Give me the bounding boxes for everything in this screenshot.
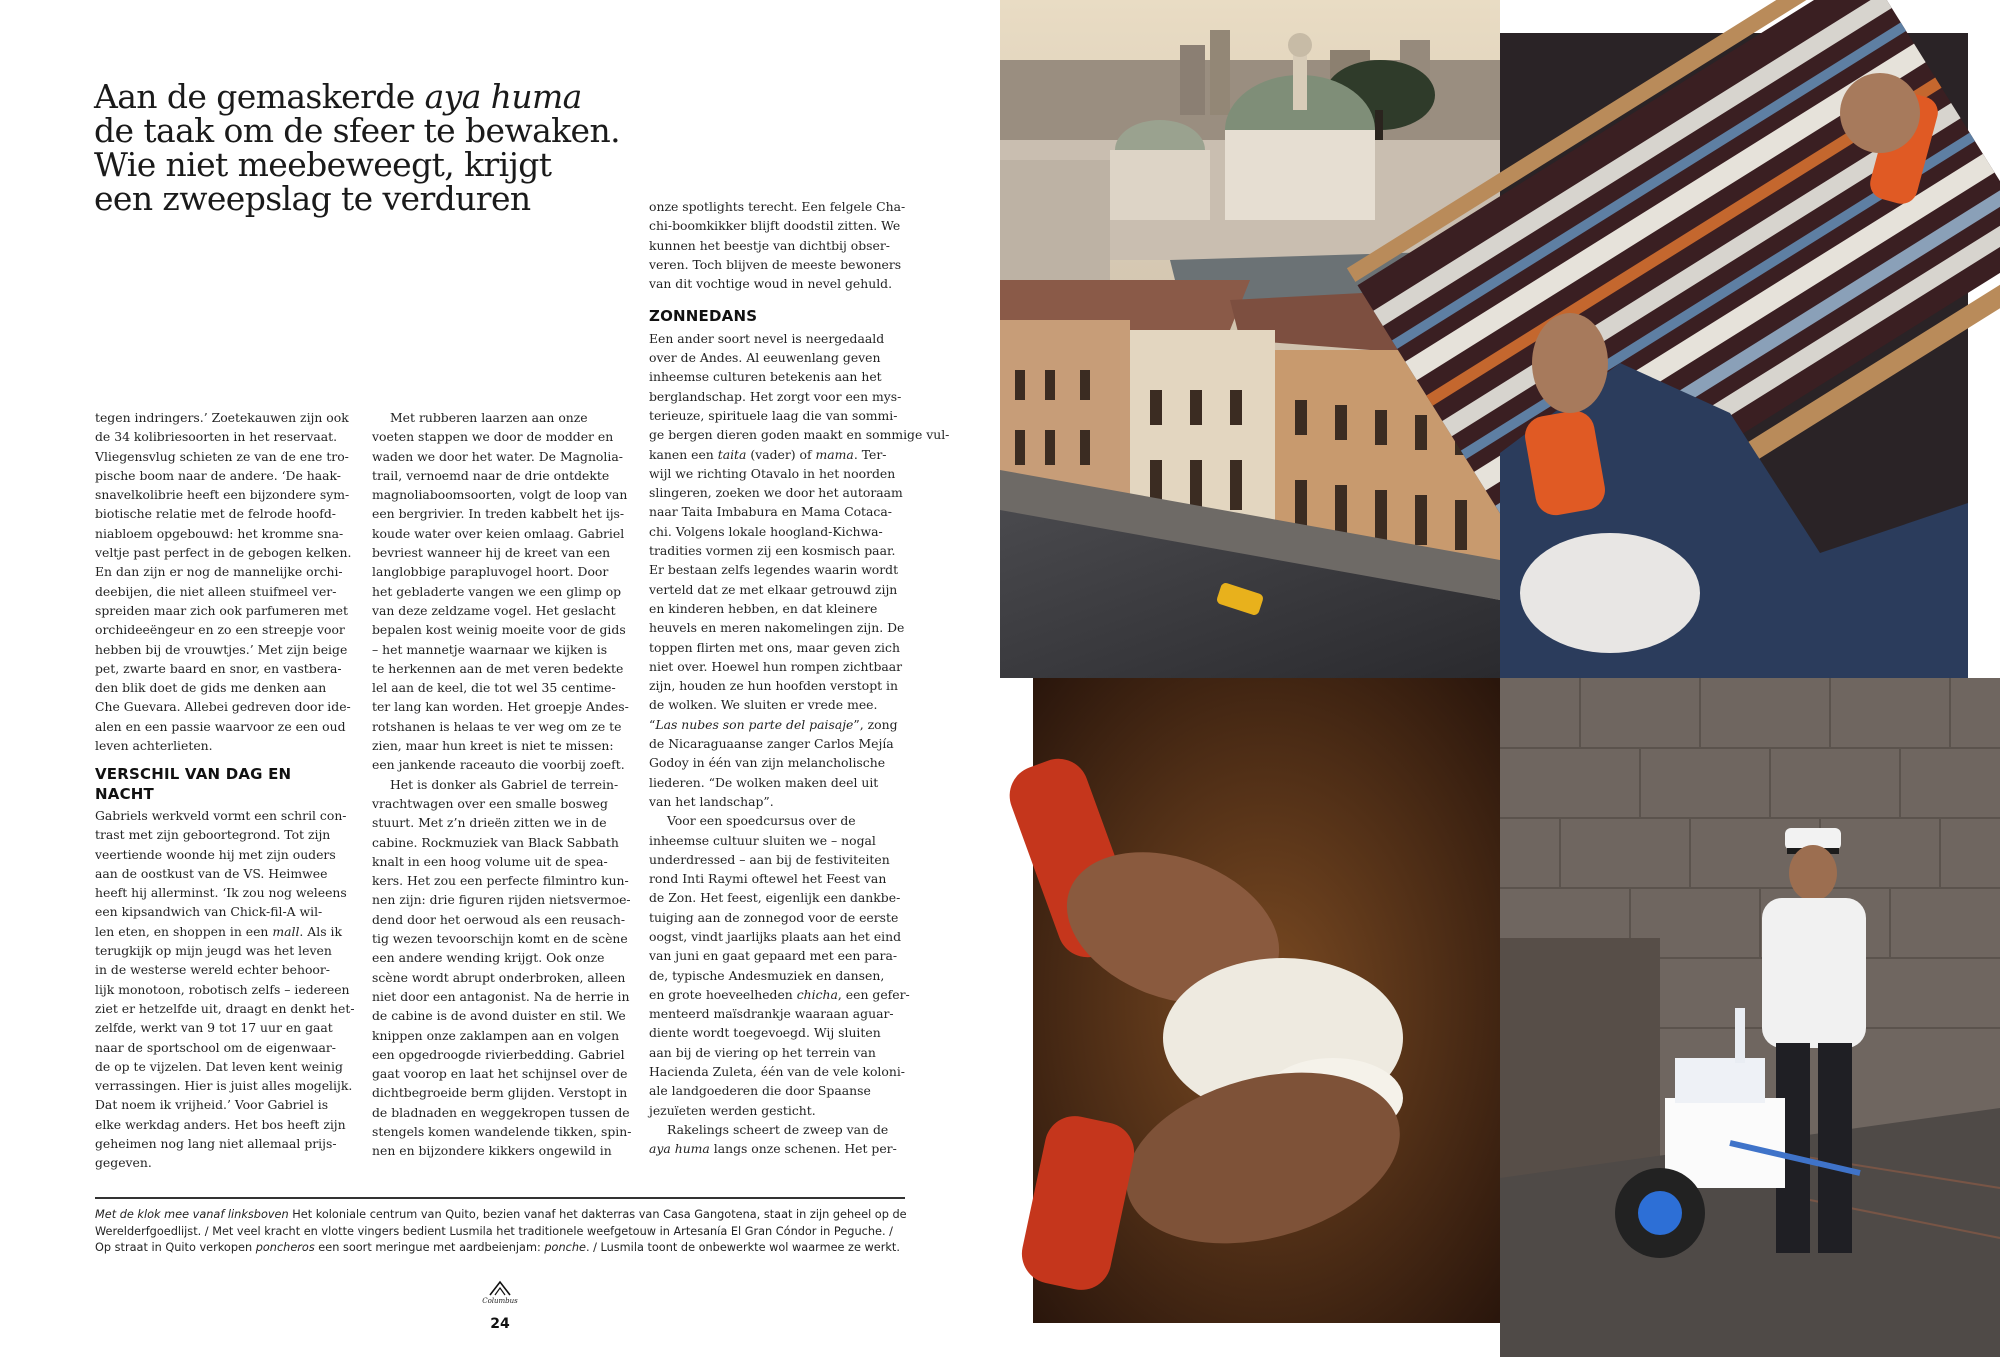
text-column-1 [95,408,355,1173]
photo-caption: Met de klok mee vanaf linksboven Het koloniale centrum van Quito, bezien vanaf het dakterras van Casa Gangotena, staat in zijn geheel op de Werelderfgoedlijst. / Met veel kracht en vlotte vingers bedient Lusmila het traditionele weefgetouw in Artesanía El Gran Cóndor in Peguche. / Op straat in Quito verkopen poncheros een soort meringue met aardbeienjam: ponche. / Lusmila toont de onbewerkte wol waarmee ze werkt. [95,1208,907,1254]
col1-paragraph-1: tegen indringers.’ Zoetekauwen zijn ook de 34 kolibriesoorten in het reservaat. Vliegensvlug schieten ze van de ene tro- pische boom naar de andere. ‘De haak- snavelkolibrie heeft een bijzondere sym- biotische relatie met de felrode hoofd- niabloem opgebouwd: het kromme sna- veltje past perfect in de gebogen kelken. En dan zijn er nog de mannelijke orchi- deebijen, die niet alleen stuifmeel ver- spreiden maar zich ook parfumeren met orchideeëngeur en zo een streepje voor hebben bij de vrouwtjes.’ Met zijn beige pet, zwarte baard en snor, en vastbera- den blik doet de gids me denken aan Che Guevara. Allebei gedreven door ide- alen en een passie waarvoor ze een oud leven achterlieten. [95,410,352,754]
col2-paragraph-1: Met rubberen laarzen aan onze voeten stappen we door de modder en waden we door het water. De Magnolia- trail, vernoemd naar de drie ontdekte magnoliaboomsoorten, volgt de loop van een bergrivier. In treden kabbelt het ijs- koude water over keien omlaag. Gabriel bevriest wanneer hij de kreet van een langlobbige parapluvogel hoort. Door het gebladerte vangen we een glimp op van deze zeldzame vogel. Het geslacht bepalen kost weinig moeite voor de gids – het mannetje waarnaar we kijken is te herkennen aan de met veren bedekte lel aan de keel, die tot wel 35 centime- ter lang kan worden. Het groepje Andes- rotshanen is helaas te ver weg om ze te zien, maar hun kreet is niet te missen: een jankende raceauto die voorbij zoeft. [372,410,629,773]
photo-raw-wool-hands [1033,678,1500,1323]
headline-line-2: de taak om de sfeer te bewaken. [94,111,621,150]
headline-line-1: Aan de gemaskerde aya huma [94,77,582,116]
section-heading-zonnedans: ZONNEDANS [649,307,758,326]
columbus-logo [481,1280,519,1305]
columbus-triangle-icon [488,1280,512,1296]
photo-street-vendor [1500,678,2000,1357]
headline-line-4: een zweepslag te verduren [94,179,531,218]
photo-weaving-loom [1500,33,1968,678]
article-headline [94,77,654,218]
text-column-3 [649,197,950,1159]
col3-paragraph-1: onze spotlights terecht. Een felgele Cha- chi-boomkikker blijft doodstil zitten. We kunnen het beestje van dichtbij obser- veren. Toch blijven de meeste bewoners van dit vochtige woud in nevel gehuld. [649,199,906,292]
col1-paragraph-2: Gabriels werkveld vormt een schril con- trast met zijn geboortegrond. Tot zijn veertiende woonde hij met zijn ouders aan de oostkust van de VS. Heimwee heeft hij allerminst. ‘Ik zou nog weleens een kipsandwich van Chick-fil-A wil- len eten, en shoppen in een mall. Als ik terugkijk op mijn jeugd was het leven in de westerse wereld echter behoor- lijk monotoon, robotisch zelfs – iedereen ziet er hetzelfde uit, draagt en denkt het- zelfde, werkt van 9 tot 17 uur en gaat naar de sportschool om de eigenwaar- de op te vijzelen. Dat leven kent weinig verrassingen. Hier is juist alles mogelijk. Dat noem ik vrijheid.’ Voor Gabriel is elke werkdag anders. Het bos heeft zijn geheimen nog lang niet allemaal prijs- gegeven. [95,807,355,1171]
col3-paragraph-2: Een ander soort nevel is neergedaald over de Andes. Al eeuwenlang geven inheemse culturen betekenis aan het berglandschap. Het zorgt voor een mys- terieuze, spirituele laag die van sommi- ge bergen dieren goden maakt en sommige vul- kanen een taita (vader) of mama. Ter- wijl we richting Otavalo in het noorden slingeren, zoeken we door het autoraam naar Taita Imbabura en Mama Cotaca- chi. Volgens lokale hoogland-Kichwa- tradities vormen zij een kosmisch paar. Er bestaan zelfs legendes waarin wordt verteld dat ze met elkaar getrouwd zijn en kinderen hebben, en dat kleinere heuvels en meren nakomelingen zijn. De toppen flirten met ons, maar geven zich niet over. Hoewel hun rompen zichtbaar zijn, houden ze hun hoofden verstopt in de wolken. We sluiten er vrede mee. “Las nubes son parte del paisaje”, zong de Nicaraguaanse zanger Carlos Mejía Godoy in één van zijn melancholische liederen. “De wolken maken deel uit van het landschap”. [649,330,950,809]
text-column-2 [372,408,632,1161]
page-number: 24 [490,1316,510,1332]
col3-paragraph-3: Voor een spoedcursus over de inheemse cultuur sluiten we – nogal underdressed – aan bij de festiviteiten rond Inti Raymi oftewel het Feest van de Zon. Het feest, eigenlijk een dankbe- tuiging aan de zonnegod voor de eerste oogst, vindt jaarlijks plaats aan het eind van juni en gaat gepaard met een para- de, typische Andesmuziek en dansen, en grote hoeveelheden chicha, een gefer- menteerd maïsdrankje waaraan aguar- diente wordt toegevoegd. Wij sluiten aan bij de viering op het terrein van Hacienda Zuleta, één van de vele koloni- ale landgoederen die door Spaanse jezuïeten werden gesticht. [649,813,910,1118]
col3-paragraph-4: Rakelings scheert de zweep van de aya huma langs onze schenen. Het per- [649,1121,897,1157]
brand-name: Columbus [482,1297,518,1305]
headline-line-3: Wie niet meebeweegt, krijgt [94,145,552,184]
section-heading-verschil: VERSCHIL VAN DAG EN NACHT [95,765,292,803]
caption-divider [95,1197,905,1199]
col2-paragraph-2: Het is donker als Gabriel de terrein- vrachtwagen over een smalle bosweg stuurt. Met z’n drieën zitten we in de cabine. Rockmuziek van Black Sabbath knalt in een hoog volume uit de spea- kers. Het zou een perfecte filmintro kun- nen zijn: drie figuren rijden nietsvermoe- dend door het oerwoud als een reusach- tig wezen tevoorschijn komt en de scène een andere wending krijgt. Ook onze scène wordt abrupt onderbroken, alleen niet door een antagonist. Na de herrie in de cabine is de avond duister en stil. We knippen onze zaklampen aan en volgen een opgedroogde rivierbedding. Gabriel gaat voorop en laat het schijnsel over de dichtbegroeide berm glijden. Verstopt in de bladnaden en weggekropen tussen de stengels komen wandelende tikken, spin- nen en bijzondere kikkers ongewild in [372,776,632,1159]
